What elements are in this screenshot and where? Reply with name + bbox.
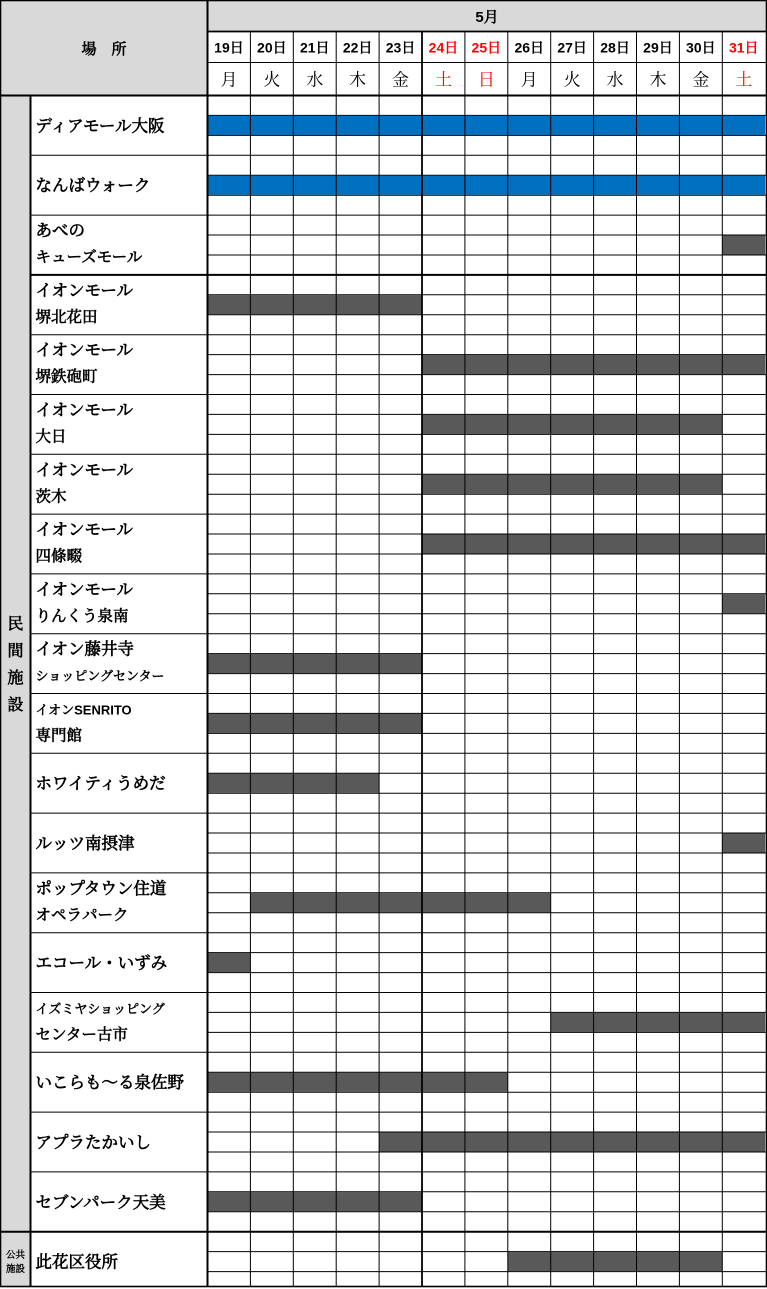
date-label: 19日 — [214, 39, 244, 56]
weekday-label: 木 — [349, 70, 367, 90]
location-name: イオンモール — [35, 461, 134, 480]
weekday-label: 月 — [220, 70, 238, 90]
weekday-label: 火 — [563, 70, 581, 90]
location-name: キューズモール — [35, 249, 143, 267]
date-label: 25日 — [471, 39, 502, 56]
schedule-bar — [208, 953, 251, 972]
schedule-bar — [208, 295, 423, 314]
date-label: 24日 — [428, 39, 459, 56]
weekday-label: 日 — [477, 70, 495, 90]
date-label: 27日 — [557, 39, 587, 56]
weekday-label: 火 — [263, 70, 281, 90]
place-header-label: 場 所 — [81, 41, 127, 58]
category-char: 設 — [7, 697, 24, 715]
schedule-bar — [722, 834, 765, 853]
location-name: ディアモール大阪 — [35, 117, 165, 136]
schedule-bar — [208, 116, 766, 135]
location-name: イオンSENRITO — [35, 702, 132, 718]
location-name: 専門館 — [35, 727, 83, 745]
date-label: 29日 — [643, 39, 673, 56]
location-name: 堺鉄砲町 — [35, 368, 98, 386]
date-label: 23日 — [385, 39, 416, 56]
schedule-bar — [208, 1073, 508, 1092]
location-name: セブンパーク天美 — [35, 1193, 166, 1212]
location-name: アプラたかいし — [35, 1134, 151, 1152]
weekday-label: 木 — [649, 70, 667, 90]
location-name: ホワイティうめだ — [35, 775, 166, 794]
location-name: オペラパーク — [35, 906, 129, 924]
location-name: イオンモール — [35, 281, 134, 300]
location-name: イオンモール — [35, 341, 134, 360]
schedule-bar — [379, 1133, 765, 1152]
date-label: 31日 — [728, 39, 759, 56]
date-label: 28日 — [600, 39, 630, 56]
weekday-label: 水 — [606, 70, 624, 90]
location-name: りんくう泉南 — [35, 607, 129, 625]
category-column — [1, 96, 31, 1287]
location-name: あべの — [35, 222, 85, 241]
weekday-label: 金 — [692, 70, 710, 90]
date-label: 21日 — [299, 39, 330, 56]
date-label: 22日 — [342, 39, 373, 56]
date-label: 20日 — [257, 39, 287, 56]
category-char: 民 — [7, 616, 24, 634]
location-name: センター古市 — [35, 1026, 128, 1044]
location-name: ルッツ南摂津 — [35, 835, 135, 853]
location-name: イオンモール — [35, 521, 134, 540]
schedule-bar — [722, 236, 765, 255]
category-char: 間 — [7, 643, 24, 661]
schedule-bar — [422, 475, 722, 494]
location-name: 堺北花田 — [35, 308, 98, 326]
schedule-bar — [208, 1192, 423, 1211]
date-label: 26日 — [514, 39, 545, 56]
location-name: イオン藤井寺 — [35, 640, 135, 659]
schedule-bar — [422, 415, 722, 434]
weekday-label: 土 — [735, 70, 753, 90]
weekday-label: 土 — [434, 70, 452, 90]
location-name: イオンモール — [35, 401, 134, 420]
location-name: いこらも～る泉佐野 — [35, 1074, 184, 1093]
schedule-bar — [208, 714, 423, 733]
schedule-bar — [208, 176, 766, 195]
category-char: 公共 — [5, 1250, 26, 1262]
location-name: 大日 — [35, 428, 67, 446]
location-name: ショッピングセンター — [35, 668, 165, 684]
location-name: 茨木 — [35, 488, 67, 506]
category-char: 施 — [7, 670, 24, 688]
location-name: イズミヤショッピング — [35, 1001, 165, 1017]
location-name: ポップタウン住道 — [35, 879, 167, 898]
location-name: 四條畷 — [35, 548, 83, 566]
weekday-label: 金 — [392, 70, 410, 90]
schedule-bar — [722, 594, 765, 613]
schedule-bar — [250, 893, 550, 912]
location-name: エコール・いずみ — [35, 954, 168, 973]
location-name: 此花区役所 — [35, 1253, 118, 1272]
schedule-bar — [508, 1252, 723, 1271]
date-label: 30日 — [686, 39, 716, 56]
schedule-bar — [551, 1013, 766, 1032]
month-label: 5月 — [475, 9, 499, 26]
location-name: なんばウォーク — [35, 177, 151, 196]
weekday-label: 水 — [306, 70, 324, 90]
schedule-bar — [208, 654, 423, 673]
category-char: 施設 — [5, 1264, 26, 1276]
location-name: イオンモール — [35, 580, 134, 599]
weekday-label: 月 — [520, 70, 538, 90]
